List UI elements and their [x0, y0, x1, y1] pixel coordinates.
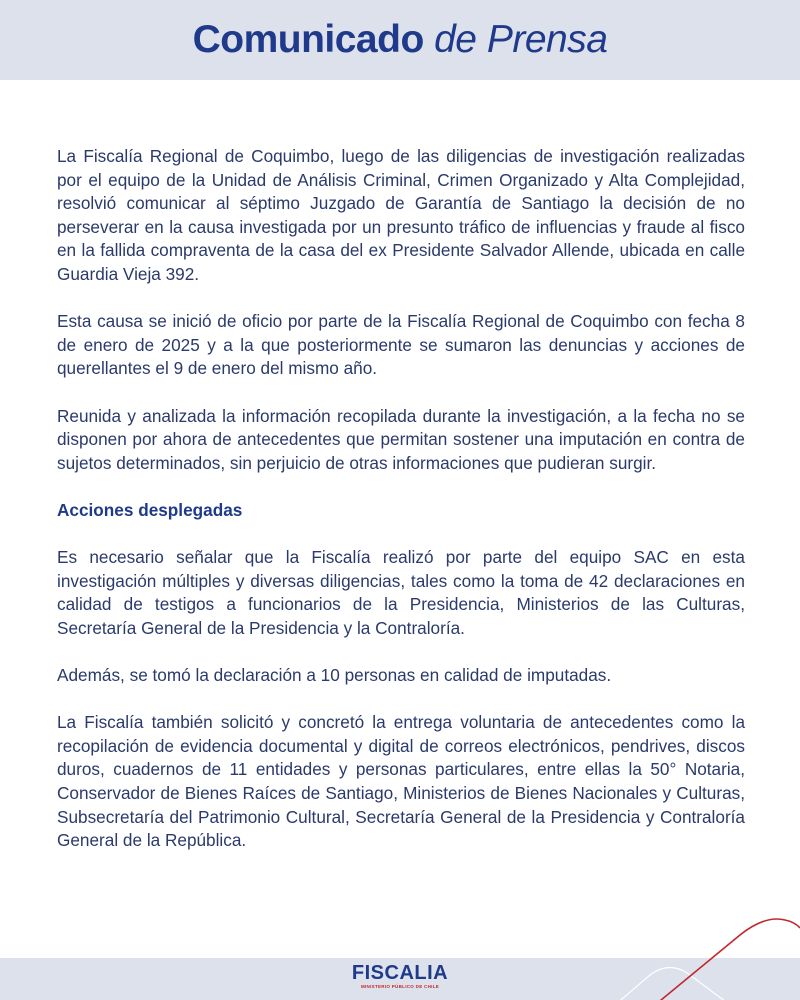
decorative-red-curve: [655, 919, 800, 1000]
section-heading: Acciones desplegadas: [57, 499, 243, 520]
paragraph-evidence: La Fiscalía también solicitó y concretó la entrega voluntaria de antecedentes como la recopilación de evidencia documental y digital de correos electrónicos, pendrives, discos duros, cuadernos de 11 entidades y personas particulares, entre ellas la 50° Notaria, Conservador de Bienes Raíces de Santiago, Ministerios de Bienes Nacionales y Culturas, Subsecretaría del Patrimonio Cultural, Secretaría General de la Presidencia y Contraloría General de la República.: [57, 712, 745, 851]
page-title: [193, 18, 608, 62]
decorative-curve-icon: [600, 880, 800, 1000]
title-bold: Comunicado: [192, 18, 424, 61]
logo-name: FISCALIA: [351, 962, 449, 984]
header-band: [0, 0, 800, 80]
paragraph-analysis: Reunida y analizada la información recopilada durante la investigación, a la fecha no se disponen por ahora de antecedentes que permitan sostener una imputación en contra de sujetos determinados, sin perjuicio de otras informaciones que pudieran surgir.: [57, 405, 745, 473]
decorative-white-curve: [615, 968, 730, 1000]
paragraph-intro: La Fiscalía Regional de Coquimbo, luego de las diligencias de investigación realizadas por el equipo de la Unidad de Análisis Criminal, Crimen Organizado y Alta Complejidad, resolvió comunicar al séptimo Juzgado de Garantía de Santiago la decisión de no perseverar en la causa investigada por un presunto tráfico de influencias y fraude al fisco en la fallida compraventa de la casa del ex Presidente Salvador Allende, ubicada en calle Guardia Vieja 392.: [57, 146, 745, 284]
logo-subtitle: MINISTERIO PÚBLICO DE CHILE: [360, 984, 440, 989]
press-release-body: [57, 145, 745, 876]
paragraph-origin: Esta causa se inició de oficio por parte de la Fiscalía Regional de Coquimbo con fecha 8 de enero de 2025 y a la que posteriormente se sumaron las denuncias y acciones de querellantes el 9 de enero del mismo año.: [57, 311, 745, 379]
paragraph-diligences: Es necesario señalar que la Fiscalía realizó por parte del equipo SAC en esta investigación múltiples y diversas diligencias, tales como la toma de 42 declaraciones en calidad de testigos a funcionarios de la Presidencia, Ministerios de las Culturas, Secretaría General de la Presidencia y la Contraloría.: [57, 547, 745, 638]
paragraph-imputados: Además, se tomó la declaración a 10 personas en calidad de imputadas.: [57, 665, 612, 686]
title-italic: de Prensa: [434, 18, 608, 61]
